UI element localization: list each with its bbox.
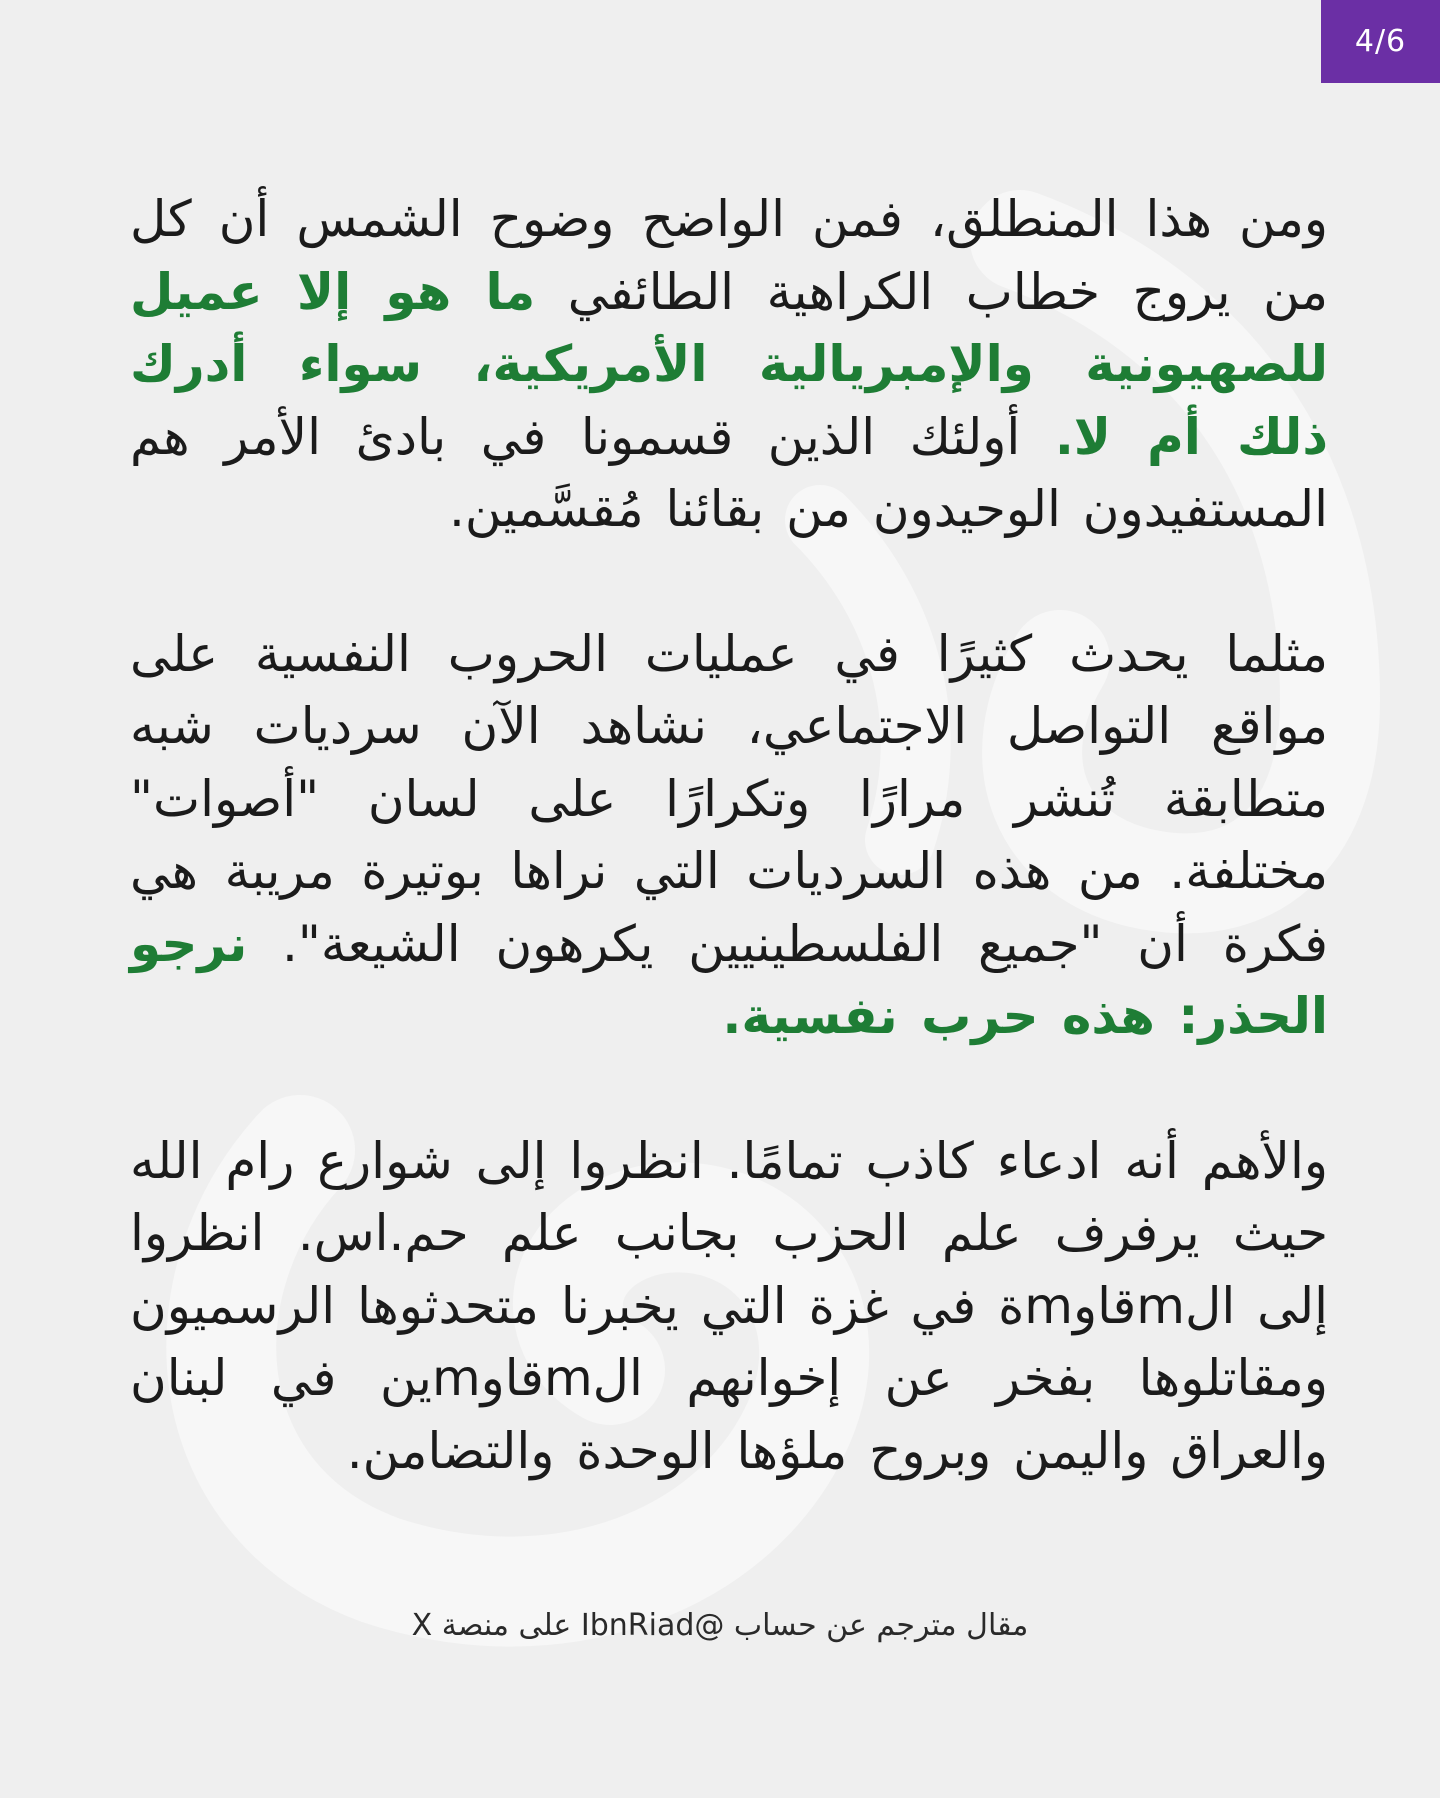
highlighted-text: نرجو الحذر: هذه حرب نفسية.	[130, 914, 1328, 1045]
highlighted-text: ما هو إلا عميل للصهيونية والإمبريالية الأمريكية، سواء أدرك ذلك أم لا.	[130, 262, 1328, 466]
paragraph-text: أولئك الذين قسمونا في بادئ الأمر هم المستفيدون الوحيدون من بقائنا مُقسَّمين.	[130, 407, 1328, 538]
article-body	[130, 183, 1328, 1487]
article-paragraph-2	[130, 618, 1328, 1053]
paragraph-text: مثلما يحدث كثيرًا في عمليات الحروب النفسية على مواقع التواصل الاجتماعي، نشاهد الآن سرديات شبه متطابقة تُنشر مرارًا وتكرارًا على لسان "أصوات" مختلفة. من هذه السرديات التي نراها بوتيرة مريبة هي فكرة أن "جميع الفلسطينيين يكرهون الشيعة".	[130, 624, 1328, 973]
paragraph-text: والأهم أنه ادعاء كاذب تمامًا. انظروا إلى شوارع رام الله حيث يرفرف علم الحزب بجانب علم حم.اس. انظروا إلى الmقاوmة في غزة التي يخبرنا متحدثوها الرسميون ومقاتلوها بفخر عن إخوانهم الmقاوmين في لبنان والعراق واليمن وبروح ملؤها الوحدة والتضامن.	[130, 1131, 1328, 1480]
translation-credit-footer: مقال مترجم عن حساب @IbnRiad على منصة X	[411, 1608, 1029, 1643]
page-indicator-badge: 4/6	[1321, 0, 1440, 83]
paragraph-text: ومن هذا المنطلق، فمن الواضح وضوح الشمس أن كل من يروج خطاب الكراهية الطائفي	[130, 190, 1328, 321]
article-paragraph-1	[130, 183, 1328, 546]
article-paragraph-3	[130, 1125, 1328, 1488]
